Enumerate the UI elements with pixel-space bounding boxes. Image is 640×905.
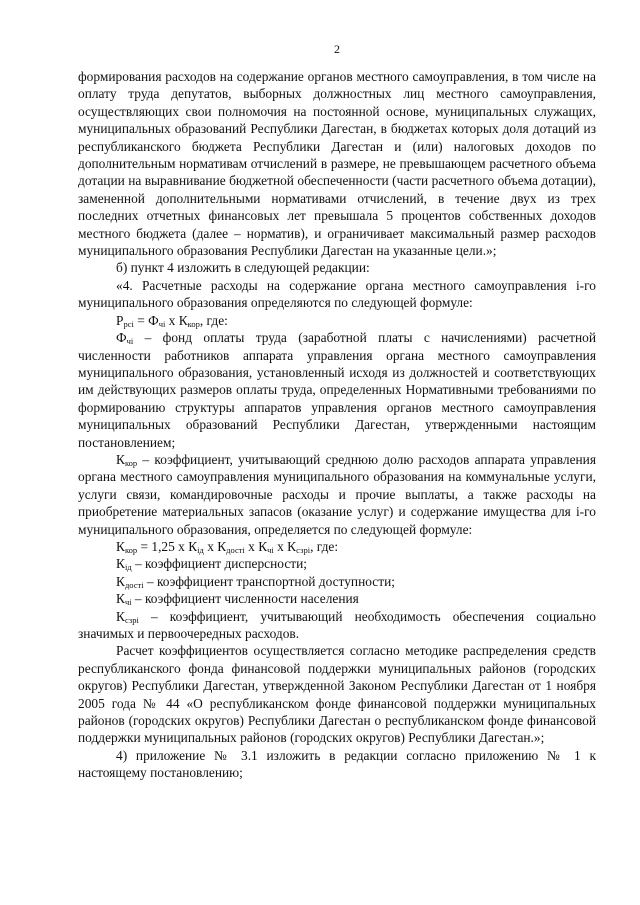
definition-k-social: $К_{сзрi}$ – коэффициент, учитывающий необходимость обеспечения социально значимых и первоочередных расходов. xyxy=(78,608,596,641)
paragraph-point-4: «4. Расчетные расходы на содержание органа местного самоуправления i-го муниципального образования определяются по следующей формуле: xyxy=(78,277,596,311)
definition-payroll-fund: $Ф_{чi}$ – фонд оплаты труда (заработной платы с начислениями) расчетной численности работников аппарата управления органа местного самоуправления муниципального образования, установленный исходя из должностей и соответствующих им действующих размеров оплаты труда, определенных Нормативными требованиями по формированию структуры аппаратов управления органов местного самоуправления муниципальных образований Республики Дагестан, утвержденными настоящим постановлением; xyxy=(78,330,596,450)
paragraph-item-4: 4) приложение № 3.1 изложить в редакции согласно приложению № 1 к настоящему постановлению; xyxy=(78,747,596,781)
paragraph-subitem-b: б) пункт 4 изложить в следующей редакции: xyxy=(116,260,370,276)
definition-k-population: $К_{чi}$ – коэффициент численности населения xyxy=(116,591,359,608)
formula-k-kor: $К_{кор} = 1,25$ х $К_{iд}$ х $К_{достi}$ х $К_{чi}$ х $К_{сзрi}$, где: xyxy=(116,538,339,555)
page-number: 2 xyxy=(334,42,340,56)
paragraph-coefficient-calculation: Расчет коэффициентов осуществляется согласно методике распределения средств республиканского фонда финансовой поддержки муниципальных районов (городских округов) Республики Дагестан, утвержденной Законом Республики Дагестан от 1 ноября 2005 года № 44 «О республиканском фонде финансовой поддержки муниципальных районов (городских округов) Республики Дагестан о республиканском фонде финансовой поддержки муниципальных районов (городских округов) Республики Дагестан.»; xyxy=(78,643,596,746)
definition-k-transport: $К_{достi}$ – коэффициент транспортной доступности; xyxy=(116,573,395,590)
paragraph-continuation: формирования расходов на содержание органов местного самоуправления, в том числе на оплату труда депутатов, выборных должностных лиц местного самоуправления, осуществляющих свои полномочия на постоянной основе, муниципальных служащих, муниципальных образований Республики Дагестан, в бюджетах которых доля дотаций из республиканского бюджета Республики Дагестан и (или) налоговых доходов по дополнительным нормативам отчислений в размере, не превышающем расчетного объема дотации на выравнивание бюджетной обеспеченности (части расчетного объема дотации), замененной дополнительными нормативами отчислений, в течение двух из трех последних отчетных финансовых лет превышала 5 процентов собственных доходов местного бюджета (далее – норматив), и ограничивает максимальный размер расходов муниципального образования Республики Дагестан на указанные цели.»; xyxy=(78,69,596,259)
definition-k-kor: $К_{кор}$ – коэффициент, учитывающий среднюю долю расходов аппарата управления органа местного самоуправления муниципального образования на коммунальные услуги, услуги связи, командировочные расходы и прочие выплаты, а также расходы на приобретение материальных запасов (оказание услуг) и содержание имущества для i-го муниципального образования, определяется по следующей формуле: xyxy=(78,451,596,537)
definition-k-dispersion: $К_{iд}$ – коэффициент дисперсности; xyxy=(116,556,307,573)
formula-main: $Р_{рсi} = Ф_{чi}$ х $К_{кор}$, где: xyxy=(116,312,228,329)
